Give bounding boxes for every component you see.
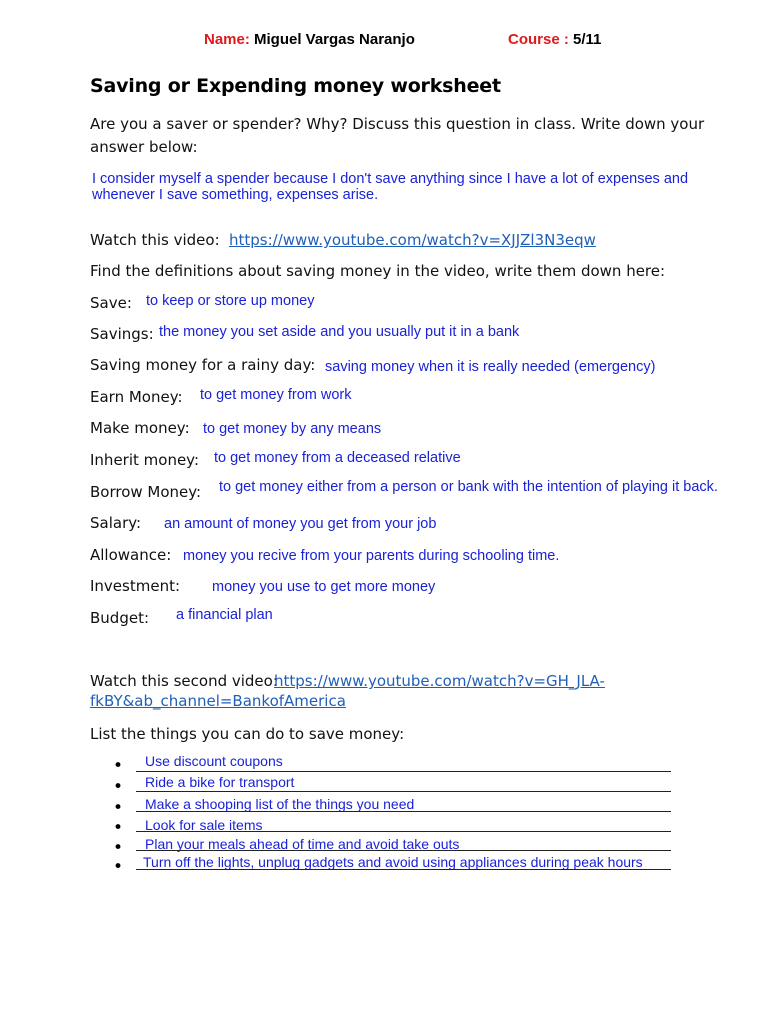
- bullet-icon: •: [113, 838, 124, 858]
- answer-line: [136, 850, 671, 851]
- save-item: Turn off the lights, unplug gadgets and avoid using appliances during peak hours: [143, 854, 643, 870]
- spender-answer: I consider myself a spender because I don't save anything since I have a lot of expenses and whenever I save something, expenses arise.: [92, 171, 689, 203]
- bullet-icon: •: [113, 798, 124, 818]
- video1-label: Watch this video:: [90, 231, 220, 249]
- bullet-icon: •: [113, 818, 124, 838]
- video1-link[interactable]: https://www.youtube.com/watch?v=XJJZl3N3eqw: [229, 231, 596, 249]
- answer-allowance: money you recive from your parents during schooling time.: [183, 548, 560, 564]
- term-save: Save:: [90, 294, 132, 312]
- name-label: Name:: [204, 31, 250, 48]
- bullet-icon: •: [113, 777, 124, 797]
- bullet-icon: •: [113, 857, 124, 877]
- save-item: Plan your meals ahead of time and avoid take outs: [145, 836, 460, 852]
- term-savings: Savings:: [90, 325, 154, 343]
- answer-earn-money: to get money from work: [200, 387, 352, 403]
- save-item: Make a shooping list of the things you need: [145, 796, 415, 812]
- answer-inherit-money: to get money from a deceased relative: [214, 450, 461, 466]
- answer-save: to keep or store up money: [146, 293, 315, 309]
- answer-investment: money you use to get more money: [212, 579, 436, 595]
- worksheet-title: Saving or Expending money worksheet: [90, 75, 501, 97]
- answer-salary: an amount of money you get from your job: [164, 516, 437, 532]
- course-value: 5/11: [573, 31, 602, 48]
- bullet-icon: •: [113, 756, 124, 776]
- term-rainy-day: Saving money for a rainy day:: [90, 356, 316, 374]
- answer-line: [136, 771, 671, 772]
- save-item: Use discount coupons: [145, 753, 283, 769]
- answer-borrow-money: to get money either from a person or bank with the intention of playing it back.: [219, 479, 718, 495]
- answer-budget: a financial plan: [176, 607, 273, 623]
- question-text: Are you a saver or spender? Why? Discuss this question in class. Write down your answer below:: [90, 115, 705, 156]
- term-make-money: Make money:: [90, 419, 190, 437]
- term-borrow-money: Borrow Money:: [90, 483, 202, 501]
- term-salary: Salary:: [90, 514, 142, 532]
- term-inherit-money: Inherit money:: [90, 451, 200, 469]
- answer-line: [136, 869, 671, 870]
- list-prompt: List the things you can do to save money:: [90, 725, 405, 743]
- term-allowance: Allowance:: [90, 546, 172, 564]
- term-earn-money: Earn Money:: [90, 388, 183, 406]
- video2-link-line1[interactable]: https://www.youtube.com/watch?v=GH_JLA-: [274, 672, 605, 690]
- answer-line: [136, 831, 671, 832]
- student-name: Miguel Vargas Naranjo: [254, 31, 415, 48]
- video2-link-line2[interactable]: fkBY&ab_channel=BankofAmerica: [90, 692, 346, 710]
- save-item: Ride a bike for transport: [145, 774, 295, 790]
- term-investment: Investment:: [90, 577, 181, 595]
- answer-savings: the money you set aside and you usually put it in a bank: [159, 324, 520, 340]
- course-label: Course :: [508, 31, 569, 48]
- answer-rainy-day: saving money when it is really needed (emergency): [325, 359, 656, 375]
- term-budget: Budget:: [90, 609, 150, 627]
- answer-line: [136, 811, 671, 812]
- save-item: Look for sale items: [145, 817, 263, 833]
- definitions-prompt: Find the definitions about saving money in the video, write them down here:: [90, 262, 666, 280]
- video2-label: Watch this second video:: [90, 672, 278, 690]
- answer-line: [136, 791, 671, 792]
- answer-make-money: to get money by any means: [203, 421, 382, 437]
